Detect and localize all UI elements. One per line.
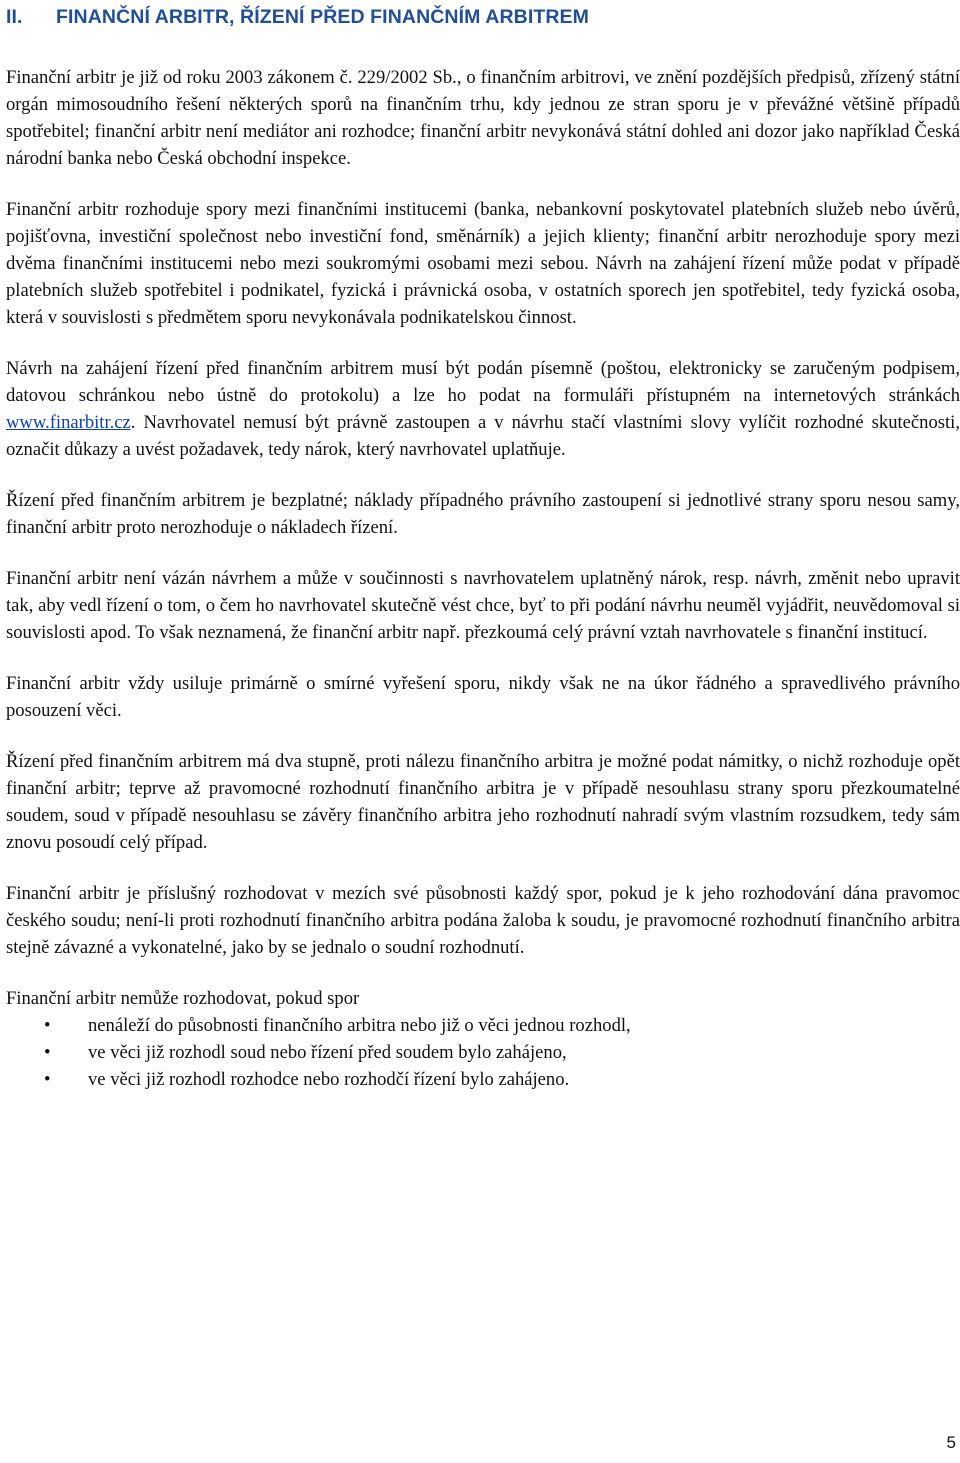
bullet-icon: • bbox=[44, 1069, 51, 1090]
paragraph-3 bbox=[6, 355, 960, 463]
paragraph-4: Řízení před finančním arbitrem je bezplatné; náklady případného právního zastoupení si jednotlivé strany sporu nesou samy, finanční arbitr proto nerozhoduje o nákladech řízení. bbox=[6, 490, 960, 538]
exclusions-list bbox=[6, 1012, 960, 1093]
list-item-text: nenáleží do působnosti finančního arbitra nebo již o věci jednou rozhodl, bbox=[88, 1015, 631, 1036]
finarbitr-website-link[interactable]: www.finarbitr.cz bbox=[6, 412, 131, 433]
paragraph-2: Finanční arbitr rozhoduje spory mezi finančními institucemi (banka, nebankovní poskytovatel platebních služeb nebo úvěrů, pojišťovna, investiční společnost nebo investiční fond, směnárník) a jejich klienty; finanční arbitr nerozhoduje spory mezi dvěma finančními institucemi nebo mezi soukromými osobami mezi sebou. Návrh na zahájení řízení může podat v případě platebních služeb spotřebitel i podnikatel, fyzická i právnická osoba, v ostatních sporech jen spotřebitel, tedy fyzická osoba, která v souvislosti s předmětem sporu nevykonávala podnikatelskou činnost. bbox=[6, 199, 960, 328]
document-page bbox=[6, 0, 960, 1093]
page-number: 5 bbox=[946, 1433, 956, 1452]
list-item bbox=[6, 1066, 960, 1093]
paragraph-1: Finanční arbitr je již od roku 2003 zákonem č. 229/2002 Sb., o finančním arbitrovi, ve znění pozdějších předpisů, zřízený státní orgán mimosoudního řešení některých sporů na finančním trhu, kdy jednou ze stran sporu je v převážné většině případů spotřebitel; finanční arbitr není mediátor ani rozhodce; finanční arbitr nevykonává státní dohled ani dozor jako například Česká národní banka nebo Česká obchodní inspekce. bbox=[6, 67, 960, 169]
paragraph-3-text-before: Návrh na zahájení řízení před finančním arbitrem musí být podán písemně (poštou, elektronicky se zaručeným podpisem, datovou schránkou nebo ústně do protokolu) a lze ho podat na formuláři přístupném na internetových stránkách bbox=[6, 358, 960, 406]
list-item-text: ve věci již rozhodl rozhodce nebo rozhodčí řízení bylo zahájeno. bbox=[88, 1069, 570, 1090]
list-item bbox=[6, 1012, 960, 1039]
section-title: FINANČNÍ ARBITR, ŘÍZENÍ PŘED FINANČNÍM ARBITREM bbox=[56, 6, 589, 28]
section-number: II. bbox=[6, 6, 23, 28]
paragraph-5: Finanční arbitr není vázán návrhem a může v součinnosti s navrhovatelem uplatněný nárok, resp. návrh, změnit nebo upravit tak, aby vedl řízení o tom, o čem ho navrhovatel skutečně vést chce, byť to při podání návrhu neuměl vyjádřit, neuvědomoval si souvislosti apod. To však neznamená, že finanční arbitr např. přezkoumá celý právní vztah navrhovatele s finanční institucí. bbox=[6, 568, 960, 643]
list-item-text: ve věci již rozhodl soud nebo řízení před soudem bylo zahájeno, bbox=[88, 1042, 567, 1063]
list-item bbox=[6, 1039, 960, 1066]
bullet-icon: • bbox=[44, 1015, 51, 1036]
paragraph-8: Finanční arbitr je příslušný rozhodovat v mezích své působnosti každý spor, pokud je k jeho rozhodování dána pravomoc českého soudu; není-li proti rozhodnutí finančního arbitra podána žaloba k soudu, je pravomocné rozhodnutí finančního arbitra stejně závazné a vykonatelné, jako by se jednalo o soudní rozhodnutí. bbox=[6, 883, 960, 958]
paragraph-7: Řízení před finančním arbitrem má dva stupně, proti nálezu finančního arbitra je možné podat námitky, o nichž rozhoduje opět finanční arbitr; teprve až pravomocné rozhodnutí finančního arbitra je v případě nesouhlasu strany sporu přezkoumatelné soudem, soud v případě nesouhlasu se závěry finančního arbitra jeho rozhodnutí nahradí svým vlastním rozsudkem, tedy sám znovu posoudí celý případ. bbox=[6, 751, 960, 853]
paragraph-3-text-after: . Navrhovatel nemusí být právně zastoupen a v návrhu stačí vlastními slovy vylíčit rozhodné skutečnosti, označit důkazy a uvést požadavek, tedy nárok, který navrhovatel uplatňuje. bbox=[6, 412, 960, 460]
bullet-icon: • bbox=[44, 1042, 51, 1063]
section-heading bbox=[6, 0, 960, 44]
paragraph-6: Finanční arbitr vždy usiluje primárně o smírné vyřešení sporu, nikdy však ne na úkor řádného a spravedlivého právního posouzení věci. bbox=[6, 673, 960, 721]
list-intro: Finanční arbitr nemůže rozhodovat, pokud spor bbox=[6, 988, 360, 1009]
